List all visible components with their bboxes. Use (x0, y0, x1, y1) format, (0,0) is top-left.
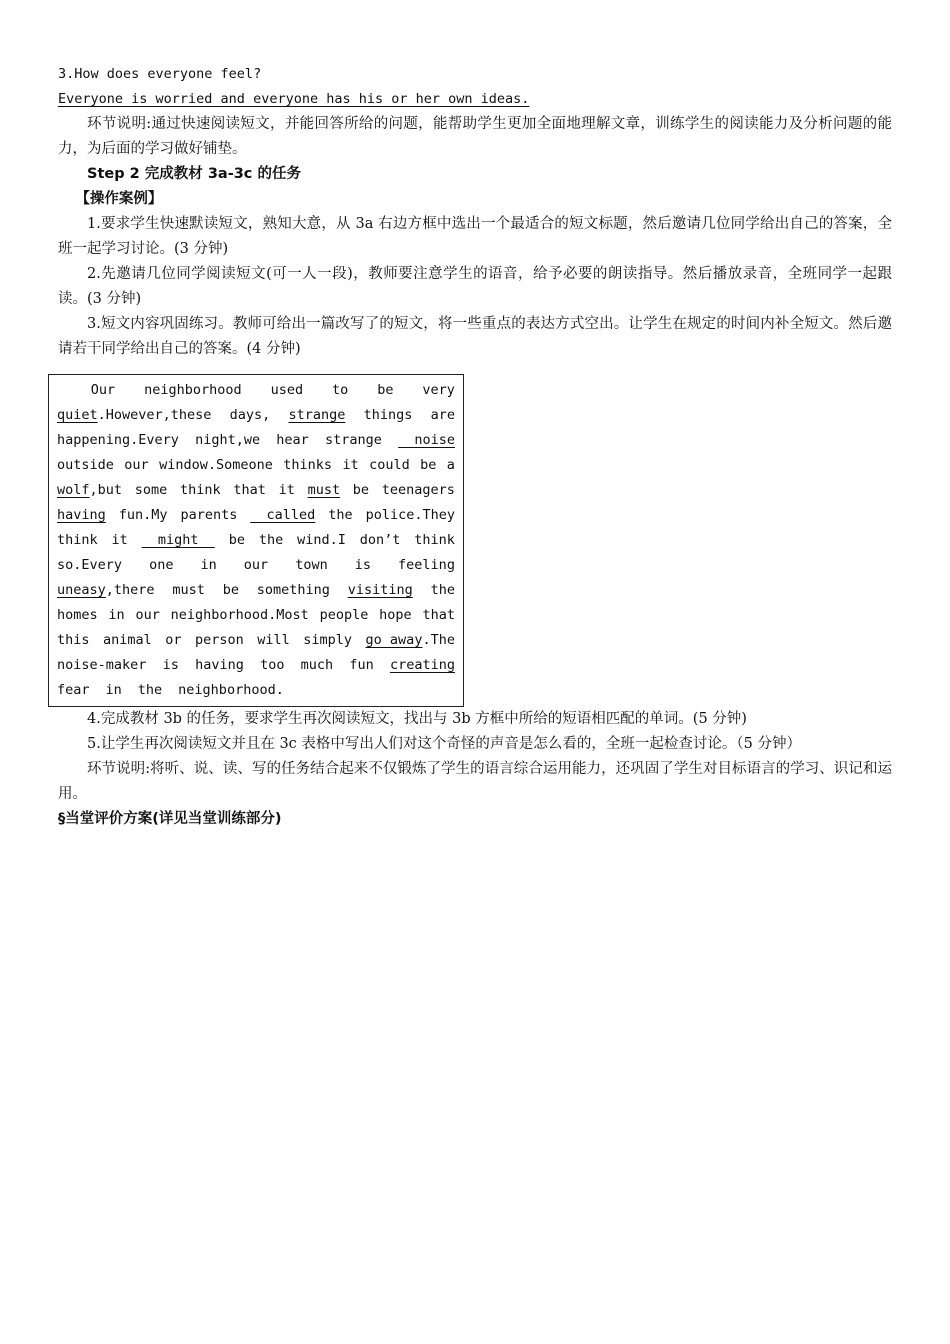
passage-word (112, 528, 128, 553)
evaluation-heading: §当堂评价方案(详见当堂训练部分) (58, 811, 282, 827)
passage-word (414, 528, 455, 553)
passage-word (244, 553, 268, 578)
passage-token: animal (103, 632, 152, 648)
passage-word (431, 403, 455, 428)
passage-token: it (111, 532, 128, 548)
passage-token: be (222, 582, 239, 598)
passage-word (364, 403, 413, 428)
passage-token: ,but (89, 482, 123, 498)
passage-token: this (57, 632, 90, 648)
passage-word (342, 453, 358, 478)
passage-word (135, 603, 159, 628)
passage-token: will (257, 632, 290, 648)
passage-word (398, 553, 455, 578)
passage-word (301, 653, 334, 678)
passage-token: it (278, 482, 295, 498)
passage-word (283, 453, 332, 478)
passage-token: is (162, 657, 179, 673)
passage-word (447, 453, 455, 478)
passage-token: to (332, 382, 349, 398)
passage-token: town (295, 557, 328, 573)
passage-token: the (430, 582, 455, 598)
passage-token: neighborhood (144, 382, 242, 398)
passage-token: be (352, 482, 370, 498)
passage-line (57, 478, 455, 503)
passage-token: the (328, 507, 353, 523)
passage-word (172, 578, 205, 603)
blank-answer: strange (288, 407, 346, 423)
passage-word (138, 678, 170, 703)
passage-token: fun (349, 657, 374, 673)
passage-word (398, 428, 455, 453)
task-item-3: 3.短文内容巩固练习。教师可给出一篇改写了的短文，将一些重点的表达方式空出。让学生在规定的时间内补全短文。然后邀请若干同学给出自己的答案。(4 分钟) (58, 316, 892, 357)
passage-token: fun.My (118, 507, 168, 523)
section-note-1: 环节说明:通过快速阅读短文，并能回答所给的问题，能帮助学生更加全面地理解文章，训练学生的阅读能力及分析问题的能力，为后面的学习做好铺垫。 (58, 116, 892, 157)
passage-word (178, 678, 292, 703)
passage-token: having (195, 657, 244, 673)
passage-token: it (342, 457, 359, 473)
passage-word (382, 478, 455, 503)
passage-word (57, 478, 122, 503)
passage-token: .The (422, 632, 455, 648)
passage-word (233, 478, 266, 503)
passage-word (353, 478, 369, 503)
passage-line (57, 503, 455, 528)
passage-word (420, 453, 436, 478)
passage-word (366, 503, 455, 528)
passage-line (57, 628, 455, 653)
passage-token: used (270, 382, 304, 398)
passage-token: something (256, 582, 330, 598)
passage-word (124, 453, 148, 478)
passage-word (57, 653, 146, 678)
passage-token: in (105, 682, 122, 698)
passage-word (271, 378, 304, 403)
passage-token: too (260, 657, 285, 673)
passage-token: night,we (195, 432, 261, 448)
task-item-2: 2.先邀请几位同学阅读短文(可一人一段)，教师要注意学生的语音，给予必要的朗读指导。然后播放录音，全班同学一起跟读。(3 分钟) (58, 266, 892, 307)
blank-answer: creating (389, 657, 455, 673)
passage-line (57, 453, 455, 478)
passage-word (257, 628, 290, 653)
passage-token: Our (90, 382, 116, 398)
passage-token: ,there (105, 582, 155, 598)
passage-word (180, 503, 237, 528)
passage-word (165, 628, 181, 653)
passage-word (108, 603, 124, 628)
passage-token: much (300, 657, 334, 673)
passage-token: in (200, 557, 217, 573)
passage-word (379, 603, 412, 628)
passage-word (260, 653, 284, 678)
passage-token: very (422, 382, 455, 398)
passage-line (57, 428, 455, 453)
passage-token: be (228, 532, 245, 548)
passage-word (303, 628, 352, 653)
passage-word (57, 553, 122, 578)
passage-token: outside (57, 457, 114, 473)
passage-word (180, 478, 221, 503)
passage-word (195, 653, 244, 678)
passage-word (142, 528, 215, 553)
passage-word (144, 378, 242, 403)
passage-token: things (363, 407, 413, 423)
blank-answer: noise (398, 432, 455, 448)
passage-token: thinks (283, 457, 333, 473)
passage-word (250, 503, 315, 528)
passage-word (106, 678, 130, 703)
passage-token: simply (303, 632, 353, 648)
passage-token: think (414, 532, 455, 548)
passage-word (57, 403, 211, 428)
passage-word (348, 578, 413, 603)
passage-token: in (108, 607, 125, 623)
passage-token: be (420, 457, 437, 473)
passage-line (57, 653, 455, 678)
passage-word (163, 653, 179, 678)
passage-word (369, 453, 410, 478)
step2-heading: Step 2 完成教材 3a-3c 的任务 (87, 166, 301, 182)
passage-word (195, 428, 260, 453)
passage-token: think (57, 532, 98, 548)
section-note-2: 环节说明:将听、说、读、写的任务结合起来不仅锻炼了学生的语言综合运用能力，还巩固了学生对目标语言的学习、识记和运用。 (58, 761, 892, 802)
passage-line (57, 578, 455, 603)
passage-word (159, 453, 273, 478)
passage-word (332, 378, 348, 403)
blank-answer: uneasy (57, 582, 106, 598)
passage-token: our (135, 607, 160, 623)
passage-line (57, 678, 455, 703)
passage-token: noise-maker (57, 657, 147, 673)
passage-token: our (243, 557, 269, 573)
passage-word (57, 628, 90, 653)
passage-token: some (134, 482, 168, 498)
passage-token: homes (57, 607, 98, 623)
passage-word (57, 503, 106, 528)
passage-word (171, 603, 309, 628)
passage-word (91, 378, 115, 403)
passage-word (297, 528, 346, 553)
passage-token: the (258, 532, 284, 548)
passage-token: don’t (359, 532, 401, 548)
passage-word (57, 578, 155, 603)
passage-token: neighborhood. (178, 682, 284, 698)
passage-word (308, 478, 341, 503)
passage-word (355, 553, 371, 578)
blank-answer: must (307, 482, 341, 498)
passage-token: neighborhood.Most (170, 607, 309, 623)
passage-word (422, 603, 455, 628)
passage-word (259, 528, 283, 553)
passage-word (320, 603, 369, 628)
passage-token: must (172, 582, 205, 598)
passage-word (57, 428, 179, 453)
passage-token: parents (180, 507, 238, 523)
passage-word (135, 478, 168, 503)
task-item-1: 1.要求学生快速默读短文，熟知大意，从 3a 右边方框中选出一个最适合的短文标题，然后邀请几位同学给出自己的答案，全班一起学习讨论。(3 分钟) (58, 216, 892, 257)
passage-token: days, (229, 407, 271, 423)
blank-answer: might (141, 532, 215, 548)
passage-word (57, 528, 98, 553)
passage-token: so.Every (57, 557, 123, 573)
passage-token: could (369, 457, 410, 473)
passage-word (57, 453, 114, 478)
passage-token: person (195, 632, 244, 648)
passage-word (288, 403, 345, 428)
passage-token: happening.Every (57, 432, 179, 448)
passage-word (229, 528, 245, 553)
blank-answer: quiet (57, 407, 98, 423)
passage-word (276, 428, 309, 453)
passage-line (57, 403, 455, 428)
cloze-passage-box (48, 374, 464, 707)
passage-token: one (149, 557, 174, 573)
passage-token: be (377, 382, 394, 398)
blank-answer: visiting (347, 582, 413, 598)
question-3: 3.How does everyone feel? (58, 66, 262, 82)
passage-token: fear (57, 682, 90, 698)
passage-token: think (179, 482, 221, 498)
blank-answer: wolf (57, 482, 90, 498)
passage-word (149, 553, 173, 578)
passage-word (103, 628, 152, 653)
passage-token: people (319, 607, 369, 623)
passage-word (279, 478, 295, 503)
passage-word (195, 628, 244, 653)
passage-word (200, 553, 216, 578)
passage-line (57, 603, 455, 628)
passage-word (431, 578, 455, 603)
blank-answer: having (57, 507, 106, 523)
passage-word (390, 653, 455, 678)
passage-word (325, 428, 382, 453)
task-item-4: 4.完成教材 3b 的任务，要求学生再次阅读短文，找出与 3b 方框中所给的短语相匹配的单词。(5 分钟) (87, 711, 747, 727)
passage-token: strange (324, 432, 382, 448)
passage-word (257, 578, 330, 603)
case-heading: 【操作案例】 (75, 191, 163, 207)
passage-token: .However,these (97, 407, 212, 423)
passage-token: feeling (398, 557, 455, 573)
passage-token: or (165, 632, 182, 648)
document-page (58, 62, 892, 832)
passage-token: is (354, 557, 372, 573)
passage-token: teenagers (381, 482, 455, 498)
question-3-answer (58, 87, 892, 112)
passage-word (422, 378, 455, 403)
passage-word (119, 503, 168, 528)
passage-token: wind.I (297, 532, 346, 548)
answer-text: Everyone is worried and everyone has his or her own ideas. (58, 91, 530, 107)
passage-token: the (137, 682, 163, 698)
blank-answer: called (250, 507, 316, 523)
passage-word (377, 378, 393, 403)
passage-word (328, 503, 352, 528)
passage-line (57, 553, 455, 578)
passage-word (366, 628, 455, 653)
passage-word (295, 553, 328, 578)
task-item-5: 5.让学生再次阅读短文并且在 3c 表格中写出人们对这个奇怪的声音是怎么看的，全班一起检查讨论。（5 分钟） (87, 736, 801, 752)
passage-token: police.They (365, 507, 455, 523)
passage-word (57, 603, 98, 628)
passage-token: hope (379, 607, 412, 623)
passage-token: hear (276, 432, 309, 448)
passage-line (57, 528, 455, 553)
blank-answer: go away (365, 632, 423, 648)
passage-token: a (446, 457, 455, 473)
passage-word (349, 653, 373, 678)
passage-word (223, 578, 239, 603)
passage-token: that (233, 482, 266, 498)
passage-token: window.Someone (159, 457, 273, 473)
passage-token: that (422, 607, 455, 623)
passage-word (57, 678, 98, 703)
passage-word (360, 528, 401, 553)
passage-token: our (124, 457, 149, 473)
passage-token: are (430, 407, 455, 423)
passage-line (57, 378, 455, 403)
passage-word (230, 403, 271, 428)
